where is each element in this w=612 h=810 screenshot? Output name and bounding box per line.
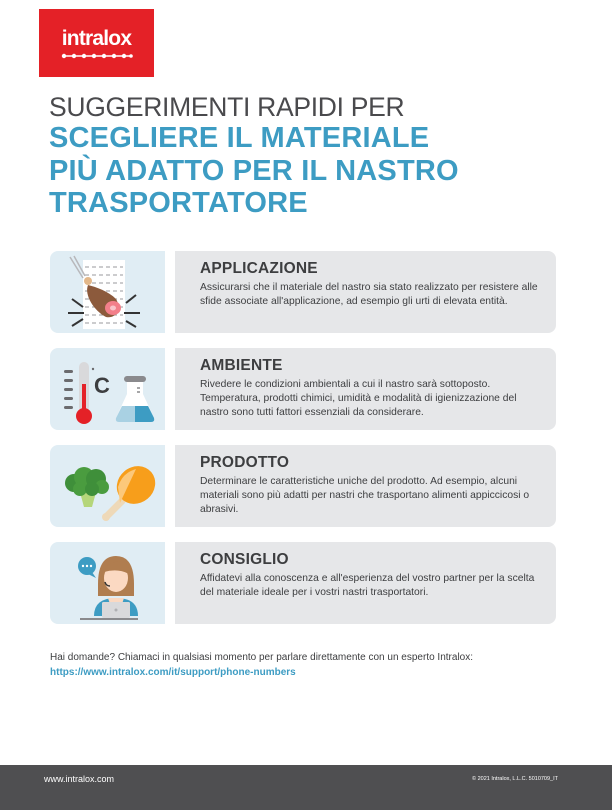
intralox-logo xyxy=(39,9,154,77)
card-description: Rivedere le condizioni ambientali a cui il nastro sarà sottoposto. Temperatura, prodotti chimici, umidità e modalità di igienizzazione del nastro sono tutti fattori essenziali da considerare. xyxy=(200,379,517,418)
logo-text: intralox xyxy=(61,26,132,50)
thermometer-flask-icon xyxy=(50,348,165,430)
tip-card-prodotto xyxy=(50,445,556,527)
contact-section xyxy=(50,650,473,680)
chain-icon xyxy=(61,53,133,59)
card-body xyxy=(175,445,556,527)
tip-card-ambiente xyxy=(50,348,556,430)
title-highlight-1: SCEGLIERE IL MATERIALE xyxy=(49,122,430,154)
card-description: Affidatevi alla conoscenza e all'esperienza del vostro partner per la scelta del materiale ideale per i vostri nastri trasportatori. xyxy=(200,573,535,598)
title-highlight-2: PIÙ ADATTO PER IL NASTRO xyxy=(49,154,459,187)
card-description: Assicurarsi che il materiale del nastro sia stato realizzato per resistere alle sfide associate all'applicazione, ad esempio gli urti di elevata entità. xyxy=(200,282,538,307)
broccoli-drumstick-icon xyxy=(50,445,165,527)
tip-card-applicazione xyxy=(50,251,556,333)
ham-impact-icon xyxy=(50,251,165,333)
title-highlight-3: TRASPORTATORE xyxy=(49,187,308,219)
footer-website: www.intralox.com xyxy=(44,774,115,784)
footer-copyright: © 2021 Intralox, L.L.C. 5010709_IT xyxy=(472,776,558,782)
phone-numbers-link[interactable]: https://www.intralox.com/it/support/phone-numbers xyxy=(50,667,296,678)
footer xyxy=(0,765,612,810)
card-body xyxy=(175,251,556,333)
card-title: PRODOTTO xyxy=(200,454,290,471)
tip-card-consiglio xyxy=(50,542,556,624)
svg-text:C: C xyxy=(94,373,110,398)
card-title: APPLICAZIONE xyxy=(200,260,318,277)
card-body xyxy=(175,348,556,430)
contact-text: Hai domande? Chiamaci in qualsiasi momento per parlare direttamente con un esperto Intralox: xyxy=(50,652,474,663)
support-agent-icon xyxy=(50,542,165,624)
card-description: Determinare le caratteristiche uniche del prodotto. Ad esempio, alcuni materiali sono più adatti per nastri che trasportano alimenti appiccicosi o abrasivi. xyxy=(200,476,530,515)
page-title xyxy=(49,93,569,220)
title-intro: SUGGERIMENTI RAPIDI PER xyxy=(49,92,405,122)
card-body xyxy=(175,542,556,624)
card-title: CONSIGLIO xyxy=(200,551,289,568)
card-title: AMBIENTE xyxy=(200,357,283,374)
